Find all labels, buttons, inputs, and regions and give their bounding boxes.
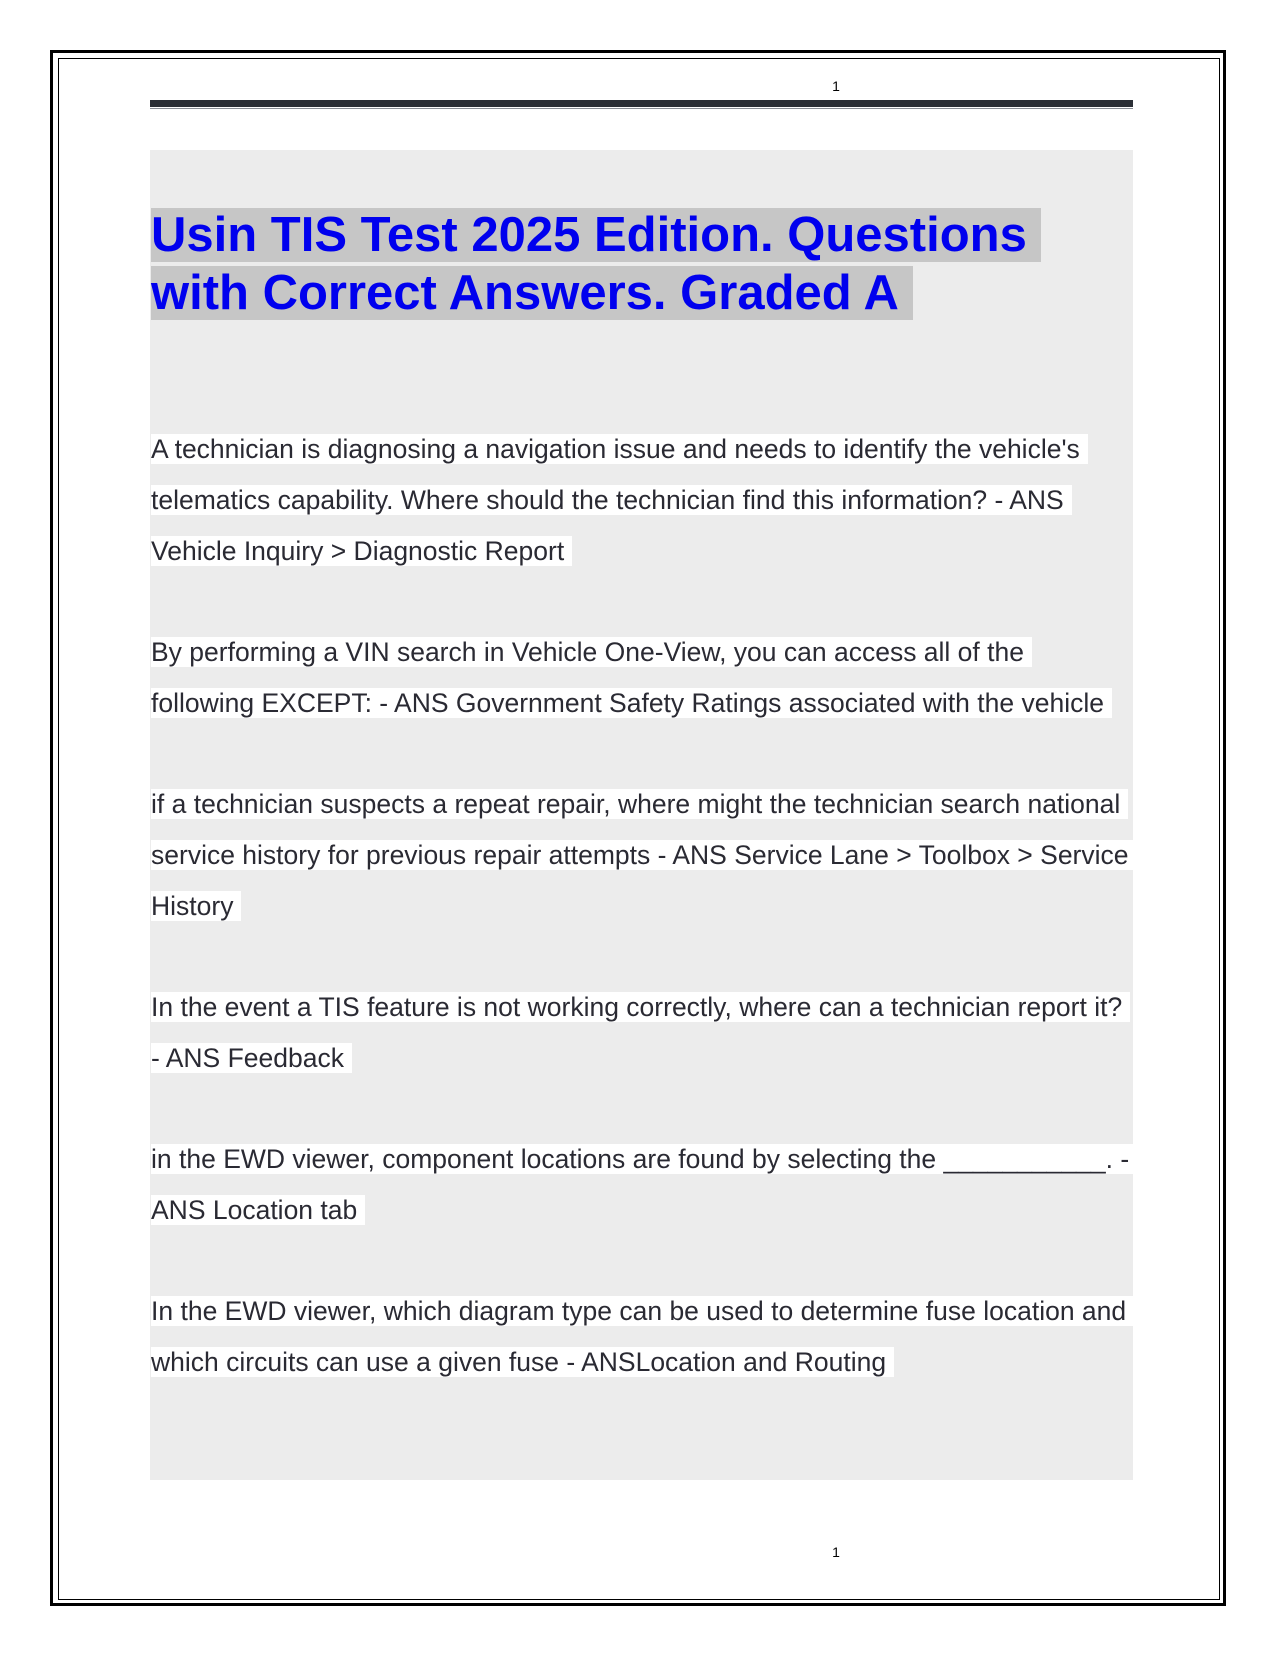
qa-text: In the EWD viewer, which diagram type can be used to determine fuse location and which circuits can use a given fuse - ANSLocation and Routing [151, 1296, 1134, 1377]
qa-text: in the EWD viewer, component locations are found by selecting the ___________. - ANS Location tab [151, 1144, 1137, 1225]
header-rule [150, 100, 1133, 107]
qa-text: In the event a TIS feature is not working correctly, where can a technician report it? - ANS Feedback [151, 992, 1130, 1073]
qa-list [151, 424, 1131, 1388]
header-page-number: 1 [832, 78, 840, 94]
qa-text: if a technician suspects a repeat repair, where might the technician search national service history for previous repair attempts - ANS Service Lane > Toolbox > Service History [151, 789, 1137, 921]
footer-page-number: 1 [832, 1544, 840, 1560]
document-title [151, 206, 1131, 322]
document-body [151, 150, 1131, 1438]
qa-item [151, 1286, 1131, 1388]
qa-item [151, 424, 1131, 577]
title-line-1: Usin TIS Test 2025 Edition. Questions [151, 208, 1041, 262]
qa-item [151, 779, 1131, 932]
qa-text: A technician is diagnosing a navigation issue and needs to identify the vehicle's telematics capability. Where should the technician find this information? - ANS Vehicle Inquiry > Diagnostic Report [151, 434, 1088, 566]
qa-item [151, 982, 1131, 1084]
title-line-2: with Correct Answers. Graded A [151, 266, 913, 320]
qa-item [151, 1134, 1131, 1236]
qa-text: By performing a VIN search in Vehicle One-View, you can access all of the following EXCEPT: - ANS Government Safety Ratings associated with the vehicle [151, 637, 1112, 718]
qa-item [151, 627, 1131, 729]
